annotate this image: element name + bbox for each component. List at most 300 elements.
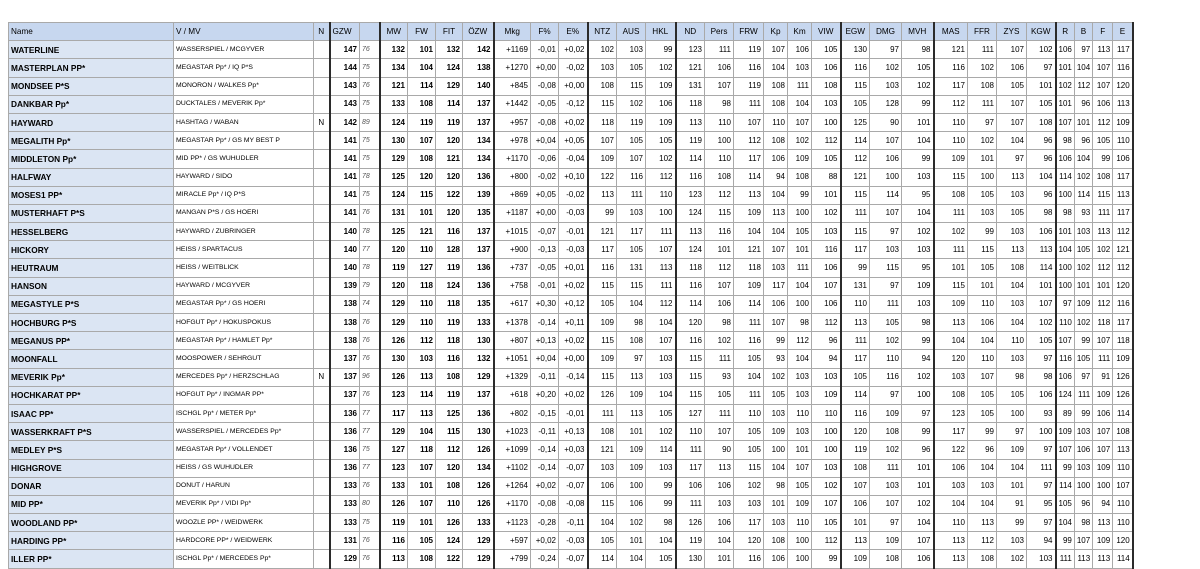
cell-gzw: 133 <box>330 477 360 495</box>
cell-km: 103 <box>788 423 812 441</box>
cell-aus: 116 <box>617 168 646 186</box>
cell-v-mv: HAYWARD / ZUBRINGER <box>174 223 314 241</box>
cell-n <box>314 441 330 459</box>
cell-e-pct: +0,12 <box>559 295 588 313</box>
cell-hkl: 103 <box>646 459 676 477</box>
cell-b: 99 <box>1074 404 1092 422</box>
cell-zys: 103 <box>997 186 1027 204</box>
cell-e: 121 <box>1113 241 1133 259</box>
cell-n <box>314 41 330 59</box>
cell-egw: 114 <box>841 132 870 150</box>
cell-b: 106 <box>1074 441 1092 459</box>
cell-hkl: 105 <box>646 404 676 422</box>
cell-r: 124 <box>1056 386 1075 404</box>
cell-ozw: 137 <box>463 95 494 113</box>
cell-km: 110 <box>788 514 812 532</box>
cell-f-pct: +0,20 <box>531 386 559 404</box>
cell-mas: 110 <box>934 132 968 150</box>
cell-egw: 114 <box>841 386 870 404</box>
table-row <box>9 459 1133 477</box>
cell-mw: 123 <box>380 386 408 404</box>
cell-fit: 120 <box>436 204 463 222</box>
cell-e: 120 <box>1113 277 1133 295</box>
table-row <box>9 423 1133 441</box>
cell-f-pct: -0,01 <box>531 41 559 59</box>
cell-f-pct: +0,02 <box>531 532 559 550</box>
cell-fw: 103 <box>408 350 436 368</box>
cell-n: N <box>314 113 330 131</box>
cell-mw: 131 <box>380 204 408 222</box>
cell-gzw-sub: 76 <box>360 550 380 568</box>
cell-mw: 129 <box>380 295 408 313</box>
cell-egw: 101 <box>841 514 870 532</box>
cell-fit: 116 <box>436 350 463 368</box>
cell-mas: 120 <box>934 350 968 368</box>
table-row <box>9 186 1133 204</box>
cell-ntz: 115 <box>588 368 617 386</box>
cell-mw: 132 <box>380 41 408 59</box>
cell-mvh: 99 <box>902 150 934 168</box>
cell-mkg: +1023 <box>494 423 531 441</box>
cell-dmg: 90 <box>870 113 902 131</box>
cell-aus: 100 <box>617 477 646 495</box>
table-row <box>9 204 1133 222</box>
cell-km: 106 <box>788 41 812 59</box>
cell-b: 103 <box>1074 223 1092 241</box>
cell-kgw: 98 <box>1027 204 1056 222</box>
cell-kgw: 101 <box>1027 77 1056 95</box>
cell-mas: 104 <box>934 495 968 513</box>
cell-fw: 119 <box>408 113 436 131</box>
cell-zys: 105 <box>997 204 1027 222</box>
cell-r: 99 <box>1056 532 1075 550</box>
cell-ffr: 110 <box>968 350 997 368</box>
cell-f: 107 <box>1093 423 1113 441</box>
cell-gzw: 141 <box>330 150 360 168</box>
cell-b: 101 <box>1074 113 1092 131</box>
cell-v-mv: DONUT / HARUN <box>174 477 314 495</box>
cell-ntz: 121 <box>588 441 617 459</box>
cell-v-mv: MID PP* / GS WUHUDLER <box>174 150 314 168</box>
cell-hkl: 106 <box>646 95 676 113</box>
cell-v-mv: DUCKTALES / MEVERIK Pp* <box>174 95 314 113</box>
cell-viw: 99 <box>812 550 841 568</box>
cell-ozw: 126 <box>463 477 494 495</box>
cell-frw: 109 <box>734 277 764 295</box>
cell-e-pct: -0,03 <box>559 241 588 259</box>
cell-hkl: 102 <box>646 150 676 168</box>
cell-viw: 105 <box>812 41 841 59</box>
cell-name: HIGHGROVE <box>9 459 174 477</box>
cell-egw: 111 <box>841 204 870 222</box>
cell-zys: 107 <box>997 95 1027 113</box>
cell-pers: 112 <box>705 186 734 204</box>
cell-nd: 130 <box>676 550 705 568</box>
cell-egw: 115 <box>841 77 870 95</box>
cell-fit: 121 <box>436 150 463 168</box>
cell-aus: 109 <box>617 459 646 477</box>
table-row <box>9 404 1133 422</box>
cell-mas: 102 <box>934 223 968 241</box>
cell-e: 112 <box>1113 223 1133 241</box>
cell-egw: 111 <box>841 332 870 350</box>
table-row <box>9 168 1133 186</box>
cell-pers: 113 <box>705 459 734 477</box>
cell-ntz: 103 <box>588 459 617 477</box>
cell-b: 107 <box>1074 532 1092 550</box>
cell-e: 126 <box>1113 386 1133 404</box>
cell-e-pct: -0,04 <box>559 150 588 168</box>
cell-f: 107 <box>1093 77 1113 95</box>
table-row <box>9 150 1133 168</box>
cell-viw: 103 <box>812 223 841 241</box>
cell-kgw: 97 <box>1027 477 1056 495</box>
cell-fit: 124 <box>436 532 463 550</box>
cell-km: 100 <box>788 204 812 222</box>
cell-nd: 126 <box>676 514 705 532</box>
cell-ntz: 122 <box>588 168 617 186</box>
cell-kp: 108 <box>764 132 788 150</box>
cell-b: 111 <box>1074 386 1092 404</box>
cell-b: 102 <box>1074 168 1092 186</box>
cell-zys: 103 <box>997 532 1027 550</box>
cell-aus: 111 <box>617 186 646 204</box>
cell-ozw: 134 <box>463 150 494 168</box>
cell-f: 106 <box>1093 95 1113 113</box>
cell-mvh: 96 <box>902 441 934 459</box>
cell-viw: 108 <box>812 77 841 95</box>
cell-dmg: 105 <box>870 314 902 332</box>
cell-mkg: +617 <box>494 295 531 313</box>
cell-mvh: 102 <box>902 368 934 386</box>
cell-e-pct: -0,03 <box>559 204 588 222</box>
cell-mas: 110 <box>934 113 968 131</box>
table-row <box>9 277 1133 295</box>
cell-ozw: 136 <box>463 404 494 422</box>
cell-f-pct: -0,02 <box>531 168 559 186</box>
cell-r: 105 <box>1056 495 1075 513</box>
cell-ffr: 107 <box>968 368 997 386</box>
cell-ozw: 129 <box>463 368 494 386</box>
cell-nd: 110 <box>676 423 705 441</box>
cell-zys: 113 <box>997 168 1027 186</box>
cell-km: 103 <box>788 368 812 386</box>
cell-frw: 116 <box>734 59 764 77</box>
cell-kp: 106 <box>764 150 788 168</box>
cell-mw: 125 <box>380 168 408 186</box>
cell-ntz: 117 <box>588 241 617 259</box>
cell-e: 109 <box>1113 113 1133 131</box>
cell-n <box>314 459 330 477</box>
cell-nd: 114 <box>676 295 705 313</box>
cell-r: 106 <box>1056 368 1075 386</box>
cell-ntz: 106 <box>588 477 617 495</box>
cell-viw: 116 <box>812 241 841 259</box>
cell-ozw: 137 <box>463 113 494 131</box>
cell-ffr: 113 <box>968 514 997 532</box>
cell-kp: 107 <box>764 314 788 332</box>
cell-fit: 128 <box>436 241 463 259</box>
cell-fit: 120 <box>436 168 463 186</box>
cell-gzw: 137 <box>330 386 360 404</box>
cell-name: MIDDLETON Pp* <box>9 150 174 168</box>
cell-r: 98 <box>1056 204 1075 222</box>
cell-aus: 108 <box>617 332 646 350</box>
cell-f-pct: -0,15 <box>531 404 559 422</box>
breeding-value-table <box>8 22 1134 569</box>
cell-f: 109 <box>1093 532 1113 550</box>
cell-mw: 129 <box>380 423 408 441</box>
table-row <box>9 532 1133 550</box>
cell-mw: 130 <box>380 350 408 368</box>
cell-pers: 112 <box>705 259 734 277</box>
cell-kgw: 101 <box>1027 277 1056 295</box>
cell-b: 113 <box>1074 550 1092 568</box>
cell-fit: 115 <box>436 423 463 441</box>
cell-b: 102 <box>1074 314 1092 332</box>
cell-e-pct: +0,03 <box>559 441 588 459</box>
cell-aus: 102 <box>617 95 646 113</box>
cell-gzw-sub: 89 <box>360 113 380 131</box>
cell-zys: 104 <box>997 459 1027 477</box>
cell-kgw: 95 <box>1027 495 1056 513</box>
cell-e-pct: -0,03 <box>559 532 588 550</box>
col-header-mvh: MVH <box>902 23 934 41</box>
cell-ozw: 139 <box>463 186 494 204</box>
cell-kgw: 96 <box>1027 150 1056 168</box>
cell-egw: 119 <box>841 441 870 459</box>
cell-mkg: +1102 <box>494 459 531 477</box>
cell-n <box>314 314 330 332</box>
cell-gzw-sub: 79 <box>360 277 380 295</box>
cell-fw: 108 <box>408 95 436 113</box>
cell-mw: 133 <box>380 477 408 495</box>
cell-ffr: 103 <box>968 204 997 222</box>
cell-nd: 124 <box>676 241 705 259</box>
cell-gzw-sub: 77 <box>360 404 380 422</box>
col-header-gzw: GZW <box>330 23 360 41</box>
cell-n <box>314 77 330 95</box>
cell-hkl: 98 <box>646 514 676 532</box>
cell-gzw-sub: 76 <box>360 532 380 550</box>
cell-hkl: 109 <box>646 77 676 95</box>
cell-gzw: 138 <box>330 332 360 350</box>
cell-fw: 113 <box>408 368 436 386</box>
cell-pers: 115 <box>705 204 734 222</box>
cell-nd: 116 <box>676 277 705 295</box>
cell-hkl: 102 <box>646 59 676 77</box>
cell-dmg: 107 <box>870 495 902 513</box>
cell-b: 98 <box>1074 514 1092 532</box>
cell-r: 107 <box>1056 441 1075 459</box>
cell-mvh: 99 <box>902 332 934 350</box>
cell-name: MEDLEY P*S <box>9 441 174 459</box>
cell-fit: 119 <box>436 314 463 332</box>
cell-v-mv: MONORON / WALKES Pp* <box>174 77 314 95</box>
table-row <box>9 386 1133 404</box>
cell-viw: 100 <box>812 441 841 459</box>
cell-e: 110 <box>1113 514 1133 532</box>
cell-kp: 106 <box>764 295 788 313</box>
cell-hkl: 112 <box>646 168 676 186</box>
cell-hkl: 104 <box>646 386 676 404</box>
cell-nd: 114 <box>676 150 705 168</box>
cell-fit: 119 <box>436 113 463 131</box>
cell-ntz: 115 <box>588 95 617 113</box>
cell-r: 114 <box>1056 168 1075 186</box>
cell-aus: 104 <box>617 550 646 568</box>
cell-v-mv: ISCHGL Pp* / MERCEDES Pp* <box>174 550 314 568</box>
cell-f-pct: -0,07 <box>531 223 559 241</box>
cell-zys: 109 <box>997 441 1027 459</box>
cell-fw: 114 <box>408 386 436 404</box>
cell-viw: 103 <box>812 459 841 477</box>
cell-f: 109 <box>1093 386 1113 404</box>
cell-km: 104 <box>788 277 812 295</box>
cell-egw: 131 <box>841 277 870 295</box>
cell-e-pct: -0,12 <box>559 95 588 113</box>
cell-name: DONAR <box>9 477 174 495</box>
cell-n: N <box>314 368 330 386</box>
cell-zys: 104 <box>997 277 1027 295</box>
cell-f: 105 <box>1093 132 1113 150</box>
cell-viw: 96 <box>812 332 841 350</box>
cell-kgw: 102 <box>1027 314 1056 332</box>
cell-aus: 109 <box>617 441 646 459</box>
cell-e-pct: +0,02 <box>559 113 588 131</box>
cell-mas: 111 <box>934 204 968 222</box>
cell-viw: 100 <box>812 423 841 441</box>
cell-b: 96 <box>1074 132 1092 150</box>
cell-zys: 100 <box>997 404 1027 422</box>
cell-fit: 120 <box>436 132 463 150</box>
cell-aus: 119 <box>617 113 646 131</box>
cell-fit: 116 <box>436 223 463 241</box>
cell-gzw-sub: 75 <box>360 441 380 459</box>
cell-e-pct: -0,07 <box>559 550 588 568</box>
cell-frw: 118 <box>734 259 764 277</box>
cell-egw: 113 <box>841 532 870 550</box>
cell-n <box>314 514 330 532</box>
cell-f: 118 <box>1093 314 1113 332</box>
cell-dmg: 102 <box>870 332 902 350</box>
cell-km: 110 <box>788 404 812 422</box>
cell-fit: 129 <box>436 77 463 95</box>
cell-frw: 121 <box>734 241 764 259</box>
cell-pers: 103 <box>705 495 734 513</box>
cell-fit: 126 <box>436 514 463 532</box>
cell-e-pct: +0,00 <box>559 77 588 95</box>
table-body <box>9 41 1133 568</box>
cell-zys: 97 <box>997 423 1027 441</box>
cell-v-mv: HOFGUT Pp* / INGMAR PP* <box>174 386 314 404</box>
cell-f-pct: -0,14 <box>531 314 559 332</box>
cell-gzw: 136 <box>330 441 360 459</box>
cell-ozw: 136 <box>463 277 494 295</box>
cell-nd: 120 <box>676 314 705 332</box>
cell-kp: 93 <box>764 350 788 368</box>
cell-kgw: 105 <box>1027 95 1056 113</box>
cell-n <box>314 404 330 422</box>
cell-n <box>314 350 330 368</box>
cell-b: 109 <box>1074 295 1092 313</box>
cell-zys: 107 <box>997 113 1027 131</box>
col-header-nd: ND <box>676 23 705 41</box>
cell-mvh: 102 <box>902 77 934 95</box>
cell-pers: 107 <box>705 277 734 295</box>
cell-viw: 106 <box>812 59 841 77</box>
cell-gzw: 144 <box>330 59 360 77</box>
cell-mw: 126 <box>380 368 408 386</box>
cell-gzw: 137 <box>330 350 360 368</box>
cell-hkl: 110 <box>646 186 676 204</box>
cell-kgw: 97 <box>1027 441 1056 459</box>
header-row <box>9 23 1133 41</box>
cell-f: 99 <box>1093 150 1113 168</box>
cell-gzw: 140 <box>330 241 360 259</box>
cell-frw: 104 <box>734 223 764 241</box>
cell-fw: 120 <box>408 168 436 186</box>
cell-zys: 103 <box>997 350 1027 368</box>
cell-fit: 119 <box>436 259 463 277</box>
cell-viw: 102 <box>812 477 841 495</box>
cell-ntz: 115 <box>588 495 617 513</box>
cell-mvh: 104 <box>902 514 934 532</box>
cell-gzw-sub: 77 <box>360 423 380 441</box>
cell-gzw-sub: 76 <box>360 350 380 368</box>
cell-e: 113 <box>1113 186 1133 204</box>
table-row <box>9 132 1133 150</box>
cell-ntz: 126 <box>588 386 617 404</box>
cell-kp: 104 <box>764 459 788 477</box>
cell-gzw: 136 <box>330 423 360 441</box>
cell-viw: 103 <box>812 368 841 386</box>
cell-egw: 121 <box>841 168 870 186</box>
cell-ffr: 102 <box>968 59 997 77</box>
cell-fw: 118 <box>408 441 436 459</box>
cell-viw: 102 <box>812 204 841 222</box>
cell-fit: 119 <box>436 386 463 404</box>
cell-km: 103 <box>788 386 812 404</box>
cell-r: 106 <box>1056 41 1075 59</box>
cell-fit: 122 <box>436 550 463 568</box>
cell-mkg: +1123 <box>494 514 531 532</box>
cell-frw: 111 <box>734 95 764 113</box>
cell-pers: 107 <box>705 77 734 95</box>
cell-v-mv: WASSERSPIEL / MERCEDES Pp* <box>174 423 314 441</box>
cell-r: 104 <box>1056 514 1075 532</box>
cell-gzw: 140 <box>330 223 360 241</box>
cell-f: 113 <box>1093 41 1113 59</box>
cell-ntz: 111 <box>588 404 617 422</box>
cell-mvh: 102 <box>902 223 934 241</box>
cell-mas: 109 <box>934 150 968 168</box>
cell-ozw: 133 <box>463 314 494 332</box>
cell-egw: 109 <box>841 550 870 568</box>
cell-zys: 110 <box>997 332 1027 350</box>
cell-ffr: 112 <box>968 532 997 550</box>
cell-kgw: 97 <box>1027 59 1056 77</box>
cell-gzw-sub: 76 <box>360 77 380 95</box>
cell-b: 96 <box>1074 495 1092 513</box>
cell-hkl: 109 <box>646 113 676 131</box>
cell-aus: 105 <box>617 241 646 259</box>
cell-e-pct: +0,02 <box>559 332 588 350</box>
cell-v-mv: WASSERSPIEL / MCGYVER <box>174 41 314 59</box>
cell-fw: 104 <box>408 423 436 441</box>
cell-ntz: 108 <box>588 423 617 441</box>
cell-e: 106 <box>1113 150 1133 168</box>
